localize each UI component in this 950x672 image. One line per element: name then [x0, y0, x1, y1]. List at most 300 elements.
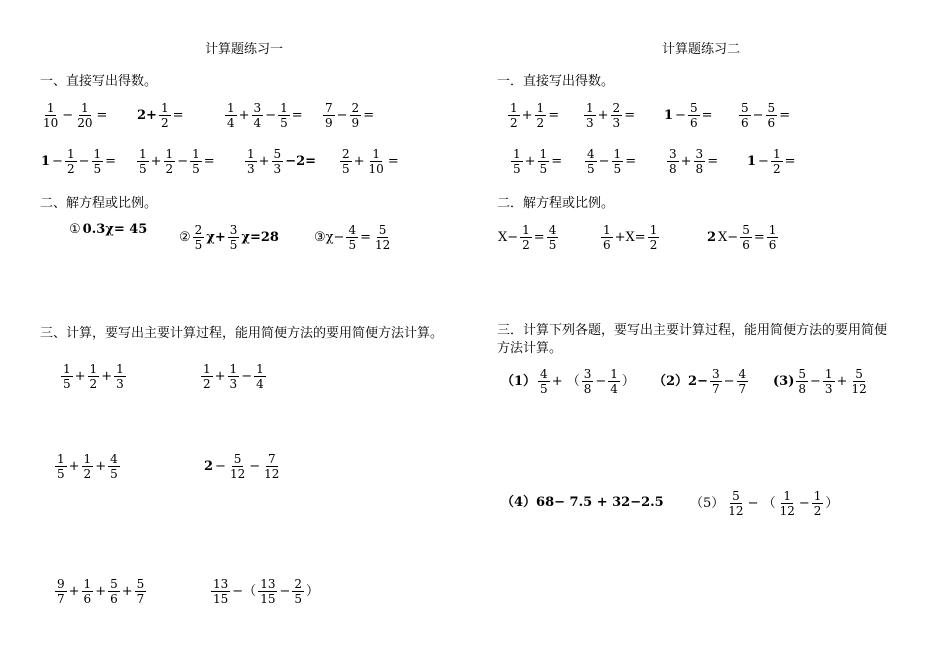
right-section3-heading-line2: 方法计算。 [497, 341, 563, 356]
numerator: 4 [110, 452, 118, 466]
numerator: 1 [510, 101, 518, 115]
denominator: 7 [57, 592, 65, 606]
numerator: 3 [583, 367, 592, 381]
left-s1-row1-expr3 [224, 101, 304, 130]
expression-text: 2 [204, 459, 214, 474]
fraction [367, 147, 386, 176]
denominator: 2 [813, 504, 822, 518]
expression-text: 2 [707, 230, 717, 245]
expression-text: + [524, 154, 536, 169]
numerator: 13 [213, 577, 229, 591]
denominator: 2 [89, 377, 98, 391]
numerator: 1 [586, 101, 594, 115]
numerator: 5 [742, 223, 750, 237]
expression-text: −2= [285, 154, 317, 169]
fraction [323, 101, 335, 130]
denominator: 3 [612, 116, 621, 130]
left-s3-problem3 [54, 452, 121, 481]
numerator: 1 [229, 362, 238, 376]
numerator: 1 [93, 147, 102, 161]
right-section2-heading: 二．解方程或比例。 [497, 196, 615, 211]
numerator: 1 [610, 367, 618, 381]
denominator: 5 [110, 467, 118, 481]
fraction [584, 101, 596, 130]
numerator: 5 [732, 489, 740, 503]
fraction [601, 223, 613, 252]
expression-text: + [74, 369, 86, 384]
expression-text: + [121, 584, 133, 599]
numerator: 1 [613, 147, 622, 161]
expression-text: = [291, 108, 303, 123]
fraction [350, 101, 362, 130]
left-s1-row1-expr2 [136, 101, 185, 130]
expression-text: − [52, 154, 63, 169]
right-s1-row2-expr1 [510, 147, 563, 176]
numerator: 1 [539, 147, 548, 161]
expression-text: − [177, 154, 189, 169]
expression-text: = [753, 230, 765, 245]
numerator: 1 [649, 223, 658, 237]
fraction [667, 147, 679, 176]
left-section3-heading: 三、计算，要写出主要计算过程，能用简便方法的要用简便方法计算。 [40, 326, 444, 341]
right-s2-eq3 [706, 223, 779, 252]
fraction [346, 223, 358, 252]
numerator: 4 [587, 147, 595, 161]
right-s3-problem1 [500, 367, 636, 396]
numerator: 5 [233, 452, 242, 466]
numerator: 1 [83, 577, 92, 591]
denominator: 5 [513, 162, 521, 176]
numerator: 1 [513, 147, 521, 161]
fraction [272, 147, 284, 176]
expression-text: （5） [690, 496, 725, 511]
fraction [108, 452, 120, 481]
denominator: 5 [539, 162, 548, 176]
expression-text: 1 [664, 108, 674, 123]
expression-text: − [752, 108, 764, 123]
denominator: 5 [57, 467, 65, 481]
denominator: 5 [229, 238, 238, 252]
expression-text: − [265, 108, 277, 123]
right-s1-row2-expr2 [584, 147, 637, 176]
numerator: 1 [63, 362, 71, 376]
numerator: 1 [522, 223, 530, 237]
left-s1-row2-expr4 [339, 147, 400, 176]
denominator: 2 [649, 238, 658, 252]
numerator: 4 [540, 367, 548, 381]
numerator: 3 [669, 147, 677, 161]
expression-text: + [836, 374, 848, 389]
right-s1-row1-expr4 [738, 101, 791, 130]
denominator: 2 [160, 116, 169, 130]
denominator: 5 [548, 238, 557, 252]
denominator: 6 [83, 592, 92, 606]
expression-text: − [810, 374, 821, 389]
expression-text: − [758, 154, 769, 169]
right-s2-eq2 [600, 223, 660, 252]
expression-text: − [336, 108, 348, 123]
numerator: 1 [824, 367, 833, 381]
fraction [55, 577, 67, 606]
expression-text: = [624, 108, 636, 123]
denominator: 4 [610, 382, 618, 396]
fraction [225, 101, 237, 130]
numerator: 9 [57, 577, 65, 591]
expression-text: − [62, 108, 74, 123]
expression-text: 2+ [137, 108, 157, 123]
denominator: 6 [742, 238, 750, 252]
fraction [159, 101, 171, 130]
denominator: 2 [536, 116, 545, 130]
numerator: 7 [267, 452, 276, 466]
denominator: 8 [583, 382, 592, 396]
numerator: 2 [194, 223, 203, 237]
denominator: 5 [280, 116, 288, 130]
left-s3-problem6 [210, 577, 320, 606]
denominator: 20 [77, 116, 93, 130]
expression-text: ） [306, 584, 320, 599]
denominator: 8 [669, 162, 677, 176]
fraction [228, 362, 240, 391]
right-s1-row1-expr1 [507, 101, 560, 130]
fraction [75, 101, 94, 130]
numerator: 5 [273, 147, 282, 161]
numerator: 1 [83, 452, 92, 466]
fraction [190, 147, 202, 176]
left-title: 计算题练习一 [205, 42, 284, 57]
numerator: 1 [116, 362, 124, 376]
fraction [796, 367, 808, 396]
expression-text: ② [179, 230, 191, 245]
fraction [201, 362, 213, 391]
expression-text: − [723, 374, 735, 389]
fraction [585, 147, 597, 176]
denominator: 5 [342, 162, 350, 176]
fraction [538, 147, 550, 176]
denominator: 6 [741, 116, 749, 130]
expression-text: + [258, 154, 270, 169]
fraction [535, 101, 547, 130]
numerator: 1 [256, 362, 264, 376]
fraction [278, 101, 290, 130]
fraction [726, 489, 745, 518]
fraction [849, 367, 868, 396]
left-s3-problem1 [60, 362, 127, 391]
fraction [520, 223, 532, 252]
denominator: 2 [66, 162, 75, 176]
expression-text: − [78, 154, 90, 169]
numerator: 5 [741, 101, 749, 115]
denominator: 3 [247, 162, 255, 176]
numerator: 1 [768, 223, 777, 237]
denominator: 6 [689, 116, 698, 130]
expression-text: + [150, 154, 162, 169]
denominator: 6 [603, 238, 611, 252]
expression-text: + [353, 154, 365, 169]
expression-text: χ+ [206, 230, 226, 245]
numerator: 1 [89, 362, 98, 376]
numerator: 5 [136, 577, 145, 591]
numerator: 3 [695, 147, 704, 161]
denominator: 5 [139, 162, 147, 176]
denominator: 4 [227, 116, 235, 130]
right-s3-problem5 [689, 489, 839, 518]
denominator: 12 [779, 504, 795, 518]
denominator: 12 [229, 467, 246, 481]
numerator: 1 [46, 101, 55, 115]
fraction [262, 452, 281, 481]
expression-text: + [101, 369, 113, 384]
expression-text: = [533, 230, 545, 245]
expression-text: X− [718, 230, 739, 245]
denominator: 5 [192, 162, 200, 176]
fraction [82, 577, 94, 606]
expression-text: + [238, 108, 250, 123]
expression-text: （1） [501, 374, 537, 389]
fraction [65, 147, 77, 176]
denominator: 15 [260, 592, 276, 606]
fraction [694, 147, 706, 176]
numerator: 2 [612, 101, 621, 115]
fraction [135, 577, 147, 606]
expression-text: 1 [41, 154, 51, 169]
numerator: 4 [548, 223, 557, 237]
denominator: 8 [695, 162, 704, 176]
denominator: 3 [116, 377, 124, 391]
expression-text: 0.3χ= 45 [82, 222, 148, 237]
left-section2-heading: 二、解方程或比例。 [40, 196, 158, 211]
expression-text: = [360, 230, 371, 245]
numerator: 1 [227, 101, 235, 115]
denominator: 7 [136, 592, 145, 606]
denominator: 12 [374, 238, 391, 252]
denominator: 2 [203, 377, 211, 391]
expression-text: ） [825, 496, 839, 511]
fraction [55, 452, 67, 481]
numerator: 1 [813, 489, 822, 503]
denominator: 10 [43, 116, 59, 130]
fraction [137, 147, 149, 176]
left-s2-eq2 [178, 223, 280, 252]
left-s1-row2-expr1 [40, 147, 117, 176]
left-s2-eq3 [313, 223, 393, 252]
numerator: 1 [203, 362, 211, 376]
expression-text: = [779, 108, 791, 123]
fraction [737, 367, 749, 396]
expression-text: = [701, 108, 713, 123]
numerator: 4 [738, 367, 747, 381]
fraction [582, 367, 594, 396]
left-s1-row1-expr1 [40, 101, 108, 130]
expression-text: = [203, 154, 215, 169]
fraction [739, 101, 751, 130]
numerator: 7 [325, 101, 333, 115]
denominator: 4 [256, 377, 264, 391]
expression-text: = [548, 108, 560, 123]
right-s3-problem3 [772, 367, 870, 396]
expression-text: ） [621, 374, 635, 389]
numerator: 5 [689, 101, 698, 115]
denominator: 6 [768, 238, 777, 252]
expression-text: + [597, 108, 609, 123]
fraction [608, 367, 620, 396]
denominator: 12 [851, 382, 867, 396]
fraction [611, 101, 623, 130]
expression-text: − [279, 584, 291, 599]
fraction [193, 223, 205, 252]
right-s3-problem4 [500, 496, 665, 509]
right-s1-row2-expr4 [746, 147, 797, 176]
fraction [766, 101, 778, 130]
expression-text: + [680, 154, 692, 169]
left-s1-row1-expr4 [322, 101, 375, 130]
denominator: 5 [63, 377, 71, 391]
expression-text: = [551, 154, 563, 169]
numerator: 1 [165, 147, 174, 161]
denominator: 2 [165, 162, 174, 176]
expression-text: − [798, 496, 810, 511]
numerator: 1 [783, 489, 792, 503]
expression-text: + （ [551, 374, 580, 389]
right-section3-heading-line1: 三．计算下列各题，要写出主要计算过程，能用简便方法的要用简便 [497, 323, 888, 338]
numerator: 1 [536, 101, 545, 115]
numerator: 4 [348, 223, 357, 237]
fraction [228, 223, 240, 252]
denominator: 5 [613, 162, 622, 176]
numerator: 5 [110, 577, 118, 591]
expression-text: +X= [614, 230, 646, 245]
denominator: 5 [294, 592, 303, 606]
numerator: 3 [253, 101, 262, 115]
fraction [612, 147, 624, 176]
denominator: 6 [767, 116, 776, 130]
expression-text: − [598, 154, 610, 169]
denominator: 3 [273, 162, 282, 176]
expression-text: χ=28 [241, 230, 279, 245]
left-s1-row2-expr3 [244, 147, 317, 176]
expression-text: ③χ− [314, 230, 345, 245]
fraction [767, 223, 779, 252]
denominator: 15 [213, 592, 229, 606]
fraction [245, 147, 257, 176]
numerator: 1 [772, 147, 781, 161]
fraction [292, 577, 304, 606]
right-s1-row1-expr3 [663, 101, 714, 130]
numerator: 3 [229, 223, 238, 237]
fraction [710, 367, 722, 396]
numerator: 5 [855, 367, 863, 381]
fraction [373, 223, 392, 252]
denominator: 5 [587, 162, 595, 176]
fraction [108, 577, 120, 606]
denominator: 8 [798, 382, 806, 396]
fraction [114, 362, 126, 391]
denominator: 9 [351, 116, 360, 130]
numerator: 1 [603, 223, 611, 237]
numerator: 13 [260, 577, 276, 591]
expression-text: = [387, 154, 399, 169]
denominator: 5 [540, 382, 548, 396]
fraction [88, 362, 100, 391]
denominator: 2 [83, 467, 92, 481]
numerator: 1 [247, 147, 255, 161]
right-s3-problem2 [652, 367, 749, 396]
fraction [812, 489, 824, 518]
expression-text: + [95, 459, 107, 474]
expression-text: −（ [232, 584, 257, 599]
fraction [82, 452, 94, 481]
numerator: 2 [342, 147, 350, 161]
denominator: 4 [253, 116, 262, 130]
fraction [508, 101, 520, 130]
numerator: 1 [160, 101, 169, 115]
expression-text: （2）2− [653, 374, 708, 389]
expression-text: (3) [773, 374, 795, 389]
fraction [771, 147, 783, 176]
expression-text: − [675, 108, 686, 123]
numerator: 2 [294, 577, 303, 591]
right-section1-heading: 一．直接写出得数。 [497, 74, 615, 89]
fraction [258, 577, 277, 606]
denominator: 3 [824, 382, 833, 396]
expression-text: = [105, 154, 117, 169]
left-section1-heading: 一、直接写出得数。 [40, 74, 158, 89]
numerator: 1 [192, 147, 200, 161]
fraction [688, 101, 700, 130]
denominator: 7 [738, 382, 747, 396]
numerator: 1 [372, 147, 380, 161]
fraction [211, 577, 230, 606]
numerator: 1 [139, 147, 147, 161]
fraction [41, 101, 60, 130]
left-s3-problem2 [200, 362, 267, 391]
numerator: 5 [798, 367, 806, 381]
fraction [252, 101, 264, 130]
expression-text: + [521, 108, 533, 123]
expression-text: = [96, 108, 108, 123]
denominator: 5 [93, 162, 102, 176]
expression-text: X− [498, 230, 519, 245]
fraction [778, 489, 797, 518]
numerator: 1 [81, 101, 89, 115]
left-s3-problem5 [54, 577, 147, 606]
denominator: 2 [522, 238, 530, 252]
right-s1-row1-expr2 [583, 101, 636, 130]
denominator: 3 [586, 116, 594, 130]
left-s3-problem4 [203, 452, 282, 481]
denominator: 5 [194, 238, 203, 252]
fraction [740, 223, 752, 252]
numerator: 2 [351, 101, 360, 115]
right-title: 计算题练习二 [662, 42, 741, 57]
numerator: 5 [767, 101, 776, 115]
denominator: 3 [229, 377, 238, 391]
expression-text: + [68, 459, 80, 474]
expression-text: − （ [747, 496, 776, 511]
expression-text: = [625, 154, 637, 169]
fraction [61, 362, 73, 391]
numerator: 1 [57, 452, 65, 466]
denominator: 2 [510, 116, 518, 130]
expression-text: = [363, 108, 375, 123]
expression-text: （4）68− 7.5 + 32−2.5 [501, 495, 664, 510]
expression-text: 1 [747, 154, 757, 169]
right-s2-eq1 [497, 223, 559, 252]
fraction [228, 452, 247, 481]
expression-text: − [249, 459, 261, 474]
denominator: 10 [368, 162, 384, 176]
fraction [547, 223, 559, 252]
